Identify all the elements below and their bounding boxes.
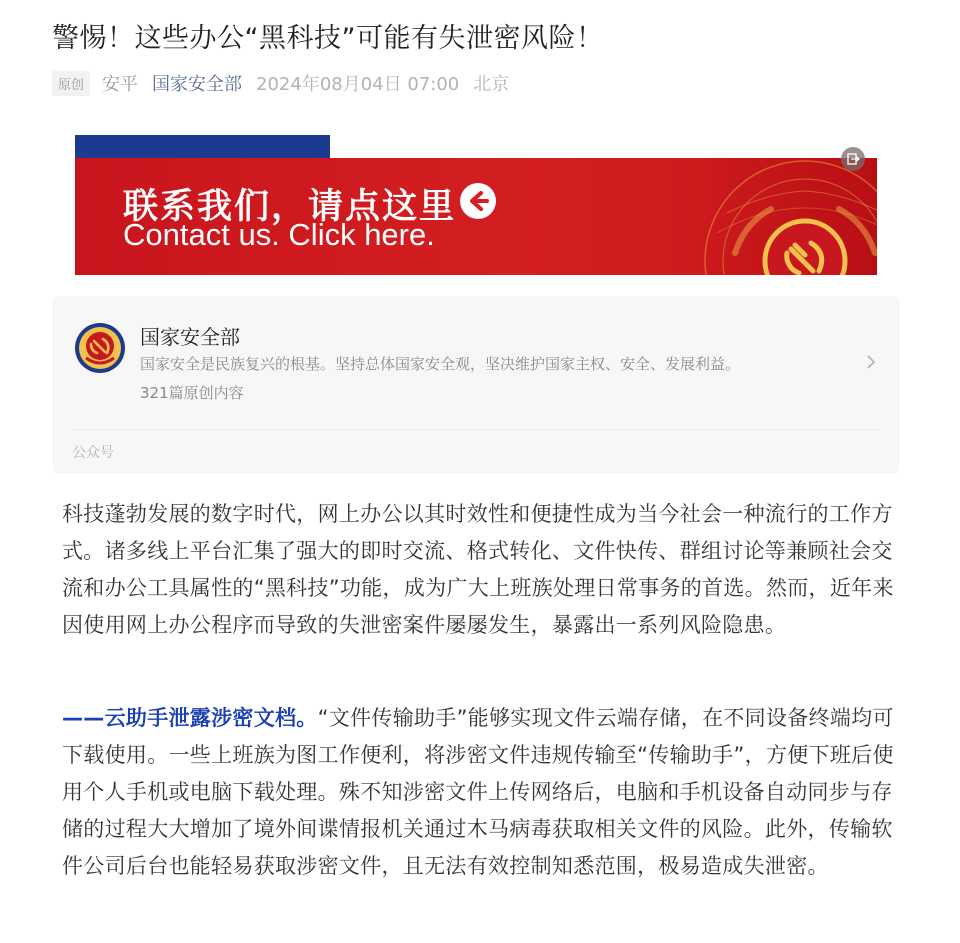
account-card[interactable] bbox=[52, 296, 900, 474]
body-paragraph-1: 科技蓬勃发展的数字时代，网上办公以其时效性和便捷性成为当今社会一种流行的工作方式。诸多线上平台汇集了强大的即时交流、格式转化、文件快传、群组讨论等兼顾社会交流和办公工具属性的“黑科技”功能，成为广大上班族处理日常事务的首选。然而，近年来因使用网上办公程序而导致的失泄密案件屡屡发生，暴露出一系列风险隐患。 bbox=[62, 502, 894, 637]
national-emblem-icon bbox=[687, 153, 877, 275]
exit-icon[interactable] bbox=[841, 147, 865, 171]
account-name: 国家安全部 bbox=[140, 325, 240, 349]
account-article-count: 321篇原创内容 bbox=[140, 384, 244, 402]
publish-location: 北京 bbox=[473, 74, 510, 95]
article-meta bbox=[52, 70, 509, 96]
banner-headline-en: Contact us. Click here. bbox=[123, 217, 435, 252]
author-name: 安平 bbox=[102, 74, 139, 95]
publish-datetime: 2024年08月04日 07:00 bbox=[256, 74, 460, 95]
paragraph-2-heading: ——云助手泄露涉密文档。 bbox=[62, 706, 318, 730]
article-title: 警惕！这些办公“黑科技”可能有失泄密风险！ bbox=[52, 23, 604, 54]
account-type-label: 公众号 bbox=[72, 445, 114, 461]
banner-blue-stripe bbox=[75, 135, 330, 158]
emblem-avatar-icon bbox=[74, 322, 126, 374]
left-arrow-circle-icon bbox=[459, 182, 497, 220]
original-badge: 原创 bbox=[52, 71, 90, 96]
paragraph-2-text: “文件传输助手”能够实现文件云端存储，在不同设备终端均可下载使用。一些上班族为图工作便利，将涉密文件违规传输至“传输助手”，方便下班后使用个人手机或电脑下载处理。殊不知涉密文件上传网络后，电脑和手机设备自动同步与存储的过程大大增加了境外间谍情报机关通过木马病毒获取相关文件的风险。此外，传输软件公司后台也能轻易获取涉密文件，且无法有效控制知悉范围，极易造成失泄密。 bbox=[62, 706, 894, 878]
contact-us-banner[interactable] bbox=[75, 135, 877, 275]
body-paragraph-2 bbox=[62, 700, 902, 885]
banner-headline-cn: 联系我们，请点这里 bbox=[123, 187, 457, 227]
account-link[interactable]: 国家安全部 bbox=[152, 74, 243, 95]
chevron-right-icon[interactable] bbox=[864, 354, 878, 370]
card-divider bbox=[72, 429, 880, 430]
account-description: 国家安全是民族复兴的根基。坚持总体国家安全观，坚决维护国家主权、安全、发展利益。 bbox=[140, 355, 741, 373]
